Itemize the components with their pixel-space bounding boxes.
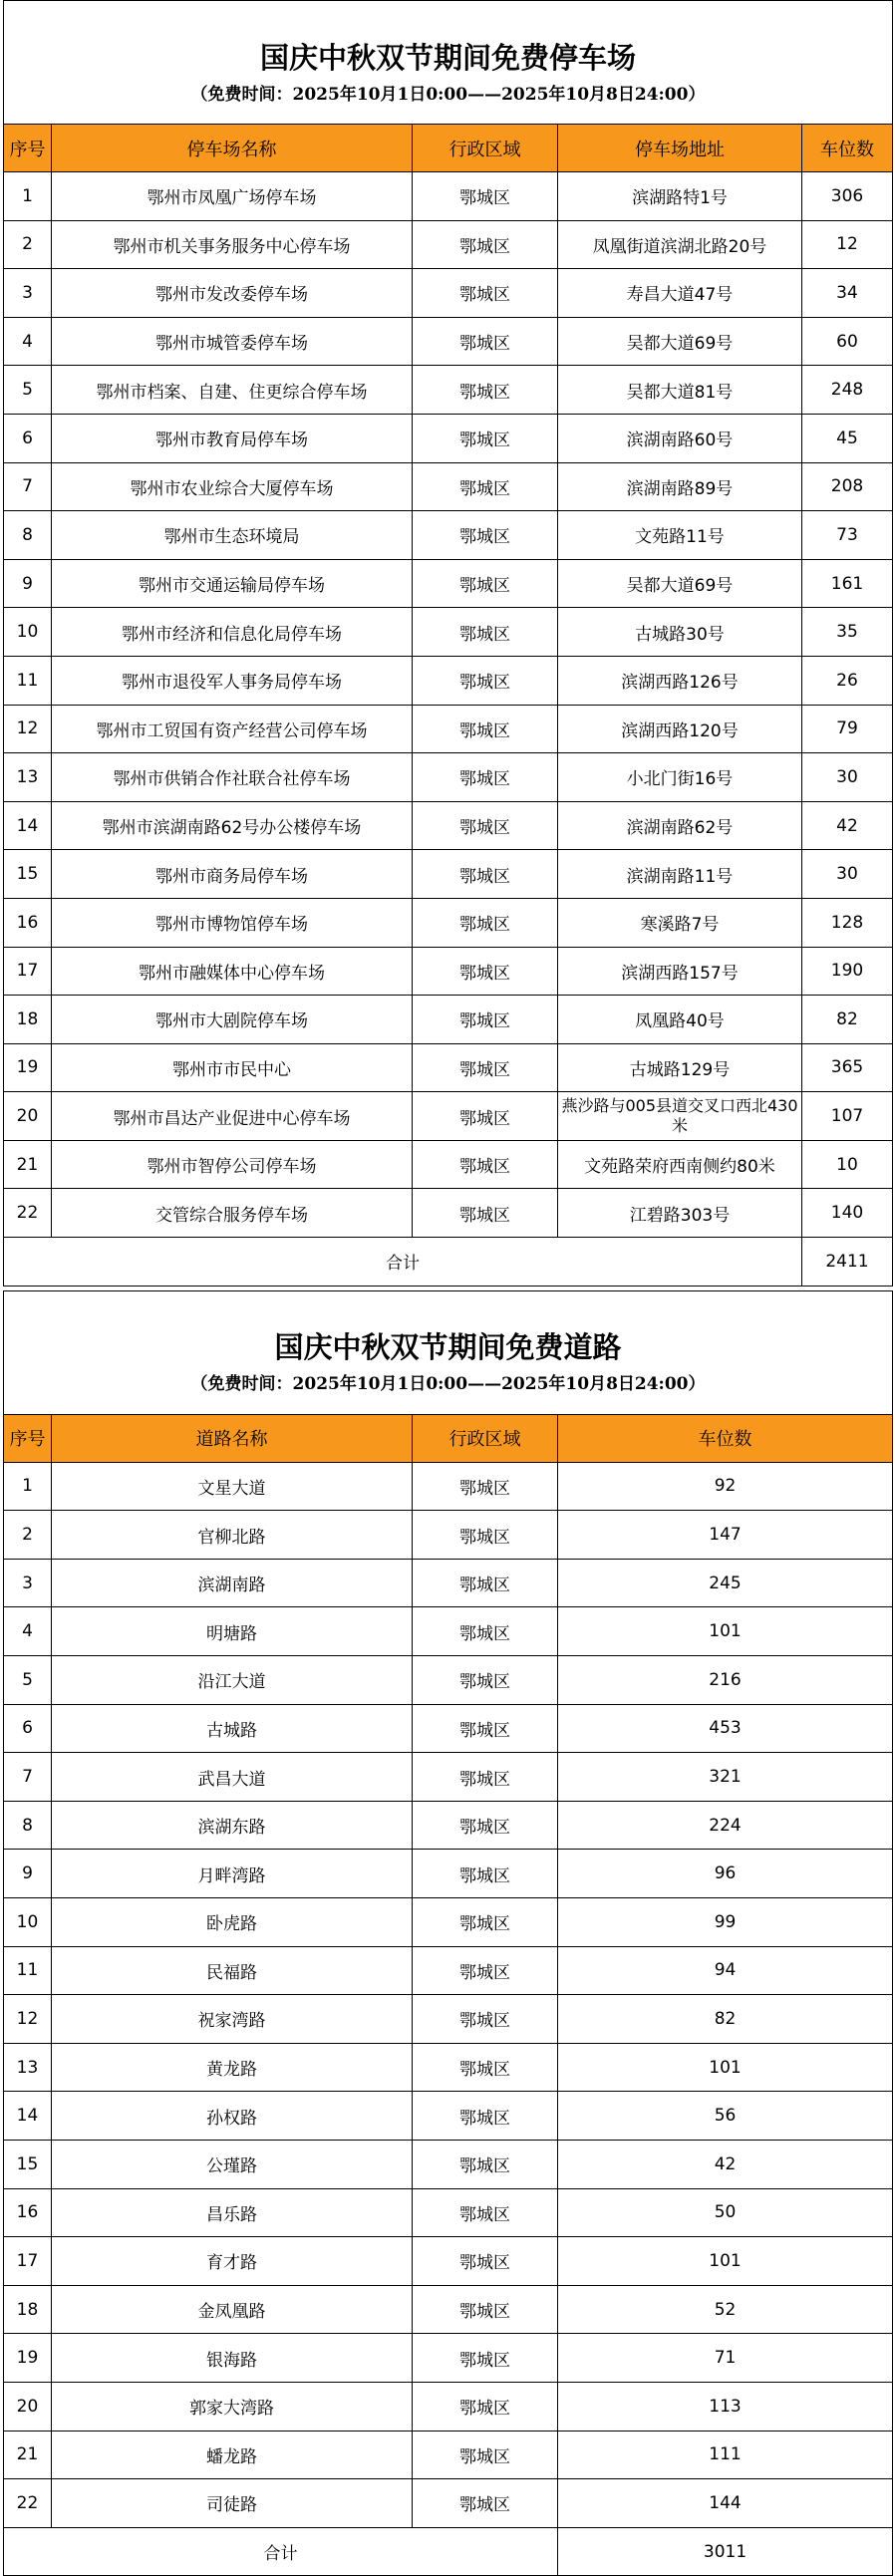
roads-cell-name: 月畔湾路 xyxy=(52,1850,413,1898)
parking-cell-district: 鄂城区 xyxy=(413,366,558,415)
roads-body xyxy=(4,1462,893,2527)
roads-subtitle: （免费时间：2025年10月1日0:00——2025年10月8日24:00） xyxy=(190,1374,706,1395)
parking-row xyxy=(4,1043,893,1092)
parking-cell-no: 12 xyxy=(4,705,52,753)
roads-cell-name: 卧虎路 xyxy=(52,1898,413,1947)
roads-row xyxy=(4,1898,893,1947)
parking-row xyxy=(4,366,893,415)
parking-row xyxy=(4,317,893,366)
roads-cell-spaces: 101 xyxy=(558,1607,893,1656)
roads-row xyxy=(4,2334,893,2383)
roads-cell-no: 15 xyxy=(4,2140,52,2188)
parking-cell-no: 16 xyxy=(4,898,52,947)
roads-cell-district: 鄂城区 xyxy=(413,1462,558,1511)
parking-row xyxy=(4,269,893,318)
roads-cell-district: 鄂城区 xyxy=(413,1511,558,1560)
roads-cell-district: 鄂城区 xyxy=(413,1753,558,1802)
roads-cell-no: 10 xyxy=(4,1898,52,1947)
parking-cell-spaces: 73 xyxy=(802,511,893,560)
parking-cell-district: 鄂城区 xyxy=(413,801,558,850)
roads-table xyxy=(3,1290,893,2576)
roads-cell-spaces: 99 xyxy=(558,1898,893,1947)
roads-cell-no: 19 xyxy=(4,2334,52,2383)
roads-row xyxy=(4,2140,893,2188)
parking-cell-district: 鄂城区 xyxy=(413,898,558,947)
parking-row xyxy=(4,559,893,608)
parking-cell-district: 鄂城区 xyxy=(413,1092,558,1141)
roads-cell-district: 鄂城区 xyxy=(413,1656,558,1705)
roads-cell-name: 祝家湾路 xyxy=(52,1995,413,2044)
roads-cell-spaces: 101 xyxy=(558,2237,893,2286)
parking-row xyxy=(4,947,893,996)
roads-cell-spaces: 71 xyxy=(558,2334,893,2383)
parking-row xyxy=(4,705,893,753)
roads-title-cell xyxy=(4,1290,893,1414)
roads-cell-spaces: 101 xyxy=(558,2043,893,2092)
roads-cell-spaces: 147 xyxy=(558,1511,893,1560)
parking-cell-name: 鄂州市发改委停车场 xyxy=(52,269,413,318)
roads-header-no: 序号 xyxy=(4,1414,52,1462)
parking-cell-address: 滨湖西路126号 xyxy=(558,656,802,705)
roads-cell-spaces: 82 xyxy=(558,1995,893,2044)
parking-cell-district: 鄂城区 xyxy=(413,996,558,1044)
parking-cell-spaces: 60 xyxy=(802,317,893,366)
parking-subtitle: （免费时间：2025年10月1日0:00——2025年10月8日24:00） xyxy=(190,84,706,105)
roads-row xyxy=(4,2479,893,2528)
parking-cell-address: 滨湖南路62号 xyxy=(558,801,802,850)
roads-cell-no: 1 xyxy=(4,1462,52,1511)
roads-total-value: 3011 xyxy=(558,2527,893,2576)
roads-cell-district: 鄂城区 xyxy=(413,2092,558,2141)
roads-cell-name: 滨湖东路 xyxy=(52,1801,413,1850)
roads-cell-district: 鄂城区 xyxy=(413,2431,558,2479)
parking-cell-address: 滨湖西路157号 xyxy=(558,947,802,996)
roads-cell-name: 公瑾路 xyxy=(52,2140,413,2188)
parking-cell-district: 鄂城区 xyxy=(413,608,558,657)
parking-cell-name: 鄂州市教育局停车场 xyxy=(52,414,413,462)
roads-row xyxy=(4,1995,893,2044)
roads-header-row xyxy=(4,1414,893,1462)
roads-cell-no: 7 xyxy=(4,1753,52,1802)
parking-row xyxy=(4,996,893,1044)
roads-row xyxy=(4,1704,893,1753)
parking-cell-spaces: 82 xyxy=(802,996,893,1044)
parking-header-row xyxy=(4,125,893,172)
roads-cell-district: 鄂城区 xyxy=(413,2382,558,2431)
parking-cell-address: 凤凰街道滨湖北路20号 xyxy=(558,220,802,269)
parking-row xyxy=(4,1189,893,1238)
parking-cell-district: 鄂城区 xyxy=(413,850,558,899)
roads-cell-name: 官柳北路 xyxy=(52,1511,413,1560)
roads-row xyxy=(4,2382,893,2431)
roads-row xyxy=(4,1656,893,1705)
parking-header-address: 停车场地址 xyxy=(558,125,802,172)
parking-cell-spaces: 79 xyxy=(802,705,893,753)
roads-cell-name: 蟠龙路 xyxy=(52,2431,413,2479)
roads-cell-no: 20 xyxy=(4,2382,52,2431)
parking-cell-spaces: 30 xyxy=(802,850,893,899)
parking-cell-address: 寒溪路7号 xyxy=(558,898,802,947)
roads-row xyxy=(4,1607,893,1656)
roads-cell-no: 3 xyxy=(4,1559,52,1607)
roads-cell-no: 12 xyxy=(4,1995,52,2044)
parking-cell-district: 鄂城区 xyxy=(413,705,558,753)
parking-cell-spaces: 208 xyxy=(802,462,893,511)
roads-cell-no: 8 xyxy=(4,1801,52,1850)
parking-cell-address: 古城路30号 xyxy=(558,608,802,657)
parking-cell-no: 22 xyxy=(4,1189,52,1238)
parking-cell-district: 鄂城区 xyxy=(413,656,558,705)
parking-cell-address: 滨湖南路11号 xyxy=(558,850,802,899)
roads-cell-spaces: 50 xyxy=(558,2188,893,2237)
roads-cell-no: 4 xyxy=(4,1607,52,1656)
roads-cell-no: 21 xyxy=(4,2431,52,2479)
parking-cell-spaces: 10 xyxy=(802,1140,893,1189)
parking-cell-name: 鄂州市经济和信息化局停车场 xyxy=(52,608,413,657)
roads-header-district: 行政区域 xyxy=(413,1414,558,1462)
parking-cell-address: 滨湖西路120号 xyxy=(558,705,802,753)
parking-total-row xyxy=(4,1238,893,1287)
roads-cell-name: 育才路 xyxy=(52,2237,413,2286)
roads-cell-district: 鄂城区 xyxy=(413,1898,558,1947)
roads-cell-district: 鄂城区 xyxy=(413,2140,558,2188)
parking-title-cell xyxy=(4,1,893,125)
parking-cell-spaces: 107 xyxy=(802,1092,893,1141)
parking-cell-no: 9 xyxy=(4,559,52,608)
parking-cell-no: 10 xyxy=(4,608,52,657)
roads-row xyxy=(4,1801,893,1850)
parking-title: 国庆中秋双节期间免费停车场 xyxy=(259,40,636,75)
roads-cell-spaces: 224 xyxy=(558,1801,893,1850)
roads-cell-no: 6 xyxy=(4,1704,52,1753)
roads-cell-no: 17 xyxy=(4,2237,52,2286)
parking-row xyxy=(4,656,893,705)
parking-header-name: 停车场名称 xyxy=(52,125,413,172)
parking-cell-district: 鄂城区 xyxy=(413,1189,558,1238)
parking-cell-district: 鄂城区 xyxy=(413,511,558,560)
parking-cell-name: 鄂州市博物馆停车场 xyxy=(52,898,413,947)
roads-cell-name: 滨湖南路 xyxy=(52,1559,413,1607)
roads-total-row xyxy=(4,2527,893,2576)
parking-row xyxy=(4,753,893,802)
parking-cell-spaces: 190 xyxy=(802,947,893,996)
parking-cell-spaces: 34 xyxy=(802,269,893,318)
parking-row xyxy=(4,1140,893,1189)
parking-cell-no: 7 xyxy=(4,462,52,511)
parking-row xyxy=(4,850,893,899)
roads-cell-spaces: 52 xyxy=(558,2285,893,2334)
roads-title-row xyxy=(4,1290,893,1414)
parking-cell-address: 滨湖南路60号 xyxy=(558,414,802,462)
parking-cell-address: 燕沙路与005县道交叉口西北430米 xyxy=(558,1092,802,1141)
parking-cell-name: 鄂州市工贸国有资产经营公司停车场 xyxy=(52,705,413,753)
parking-cell-name: 交管综合服务停车场 xyxy=(52,1189,413,1238)
roads-cell-spaces: 321 xyxy=(558,1753,893,1802)
parking-total-value: 2411 xyxy=(802,1238,893,1287)
parking-cell-district: 鄂城区 xyxy=(413,269,558,318)
parking-cell-no: 19 xyxy=(4,1043,52,1092)
parking-cell-no: 1 xyxy=(4,172,52,221)
parking-body xyxy=(4,172,893,1238)
parking-cell-no: 8 xyxy=(4,511,52,560)
roads-cell-no: 18 xyxy=(4,2285,52,2334)
parking-cell-no: 3 xyxy=(4,269,52,318)
parking-cell-address: 文苑路11号 xyxy=(558,511,802,560)
roads-cell-name: 银海路 xyxy=(52,2334,413,2383)
roads-cell-district: 鄂城区 xyxy=(413,1559,558,1607)
parking-cell-no: 17 xyxy=(4,947,52,996)
parking-cell-district: 鄂城区 xyxy=(413,462,558,511)
roads-cell-name: 郭家大湾路 xyxy=(52,2382,413,2431)
parking-cell-address: 江碧路303号 xyxy=(558,1189,802,1238)
parking-cell-name: 鄂州市农业综合大厦停车场 xyxy=(52,462,413,511)
roads-cell-name: 金凤凰路 xyxy=(52,2285,413,2334)
roads-cell-name: 昌乐路 xyxy=(52,2188,413,2237)
roads-cell-spaces: 245 xyxy=(558,1559,893,1607)
roads-cell-district: 鄂城区 xyxy=(413,1995,558,2044)
parking-row xyxy=(4,511,893,560)
parking-cell-no: 6 xyxy=(4,414,52,462)
parking-cell-name: 鄂州市融媒体中心停车场 xyxy=(52,947,413,996)
roads-cell-no: 14 xyxy=(4,2092,52,2141)
parking-header-no: 序号 xyxy=(4,125,52,172)
parking-cell-name: 鄂州市智停公司停车场 xyxy=(52,1140,413,1189)
parking-cell-district: 鄂城区 xyxy=(413,1140,558,1189)
parking-header-district: 行政区域 xyxy=(413,125,558,172)
parking-cell-district: 鄂城区 xyxy=(413,220,558,269)
parking-cell-address: 小北门街16号 xyxy=(558,753,802,802)
roads-cell-spaces: 113 xyxy=(558,2382,893,2431)
parking-cell-name: 鄂州市供销合作社联合社停车场 xyxy=(52,753,413,802)
roads-cell-district: 鄂城区 xyxy=(413,2479,558,2528)
roads-row xyxy=(4,2043,893,2092)
parking-cell-no: 4 xyxy=(4,317,52,366)
parking-cell-no: 21 xyxy=(4,1140,52,1189)
parking-cell-no: 18 xyxy=(4,996,52,1044)
parking-cell-name: 鄂州市商务局停车场 xyxy=(52,850,413,899)
parking-cell-no: 11 xyxy=(4,656,52,705)
roads-row xyxy=(4,2285,893,2334)
parking-cell-spaces: 365 xyxy=(802,1043,893,1092)
parking-cell-name: 鄂州市机关事务服务中心停车场 xyxy=(52,220,413,269)
roads-cell-name: 沿江大道 xyxy=(52,1656,413,1705)
parking-cell-address: 古城路129号 xyxy=(558,1043,802,1092)
roads-cell-name: 古城路 xyxy=(52,1704,413,1753)
parking-cell-spaces: 248 xyxy=(802,366,893,415)
roads-total-label: 合计 xyxy=(4,2527,558,2576)
parking-cell-district: 鄂城区 xyxy=(413,753,558,802)
parking-row xyxy=(4,1092,893,1141)
roads-cell-no: 9 xyxy=(4,1850,52,1898)
parking-cell-name: 鄂州市昌达产业促进中心停车场 xyxy=(52,1092,413,1141)
roads-cell-no: 22 xyxy=(4,2479,52,2528)
parking-cell-district: 鄂城区 xyxy=(413,172,558,221)
parking-cell-name: 鄂州市退役军人事务局停车场 xyxy=(52,656,413,705)
parking-header-spaces: 车位数 xyxy=(802,125,893,172)
parking-cell-no: 20 xyxy=(4,1092,52,1141)
parking-cell-address: 滨湖南路89号 xyxy=(558,462,802,511)
roads-cell-no: 13 xyxy=(4,2043,52,2092)
roads-cell-name: 明塘路 xyxy=(52,1607,413,1656)
roads-cell-district: 鄂城区 xyxy=(413,2285,558,2334)
roads-cell-district: 鄂城区 xyxy=(413,2334,558,2383)
roads-cell-name: 黄龙路 xyxy=(52,2043,413,2092)
parking-cell-address: 吴都大道81号 xyxy=(558,366,802,415)
roads-cell-no: 16 xyxy=(4,2188,52,2237)
roads-cell-district: 鄂城区 xyxy=(413,2237,558,2286)
parking-row xyxy=(4,462,893,511)
roads-cell-spaces: 94 xyxy=(558,1946,893,1995)
parking-cell-spaces: 30 xyxy=(802,753,893,802)
parking-cell-name: 鄂州市交通运输局停车场 xyxy=(52,559,413,608)
parking-cell-name: 鄂州市凤凰广场停车场 xyxy=(52,172,413,221)
parking-cell-district: 鄂城区 xyxy=(413,947,558,996)
parking-cell-spaces: 26 xyxy=(802,656,893,705)
roads-row xyxy=(4,1511,893,1560)
parking-cell-no: 13 xyxy=(4,753,52,802)
parking-cell-name: 鄂州市市民中心 xyxy=(52,1043,413,1092)
roads-cell-district: 鄂城区 xyxy=(413,2043,558,2092)
parking-cell-address: 吴都大道69号 xyxy=(558,317,802,366)
roads-row xyxy=(4,1946,893,1995)
roads-row xyxy=(4,1850,893,1898)
parking-row xyxy=(4,801,893,850)
parking-cell-spaces: 42 xyxy=(802,801,893,850)
parking-row xyxy=(4,898,893,947)
roads-cell-spaces: 92 xyxy=(558,1462,893,1511)
parking-cell-address: 文苑路荣府西南侧约80米 xyxy=(558,1140,802,1189)
parking-cell-address: 滨湖路特1号 xyxy=(558,172,802,221)
roads-cell-district: 鄂城区 xyxy=(413,1607,558,1656)
parking-row xyxy=(4,172,893,221)
parking-cell-spaces: 35 xyxy=(802,608,893,657)
roads-cell-district: 鄂城区 xyxy=(413,1850,558,1898)
roads-cell-no: 2 xyxy=(4,1511,52,1560)
parking-cell-spaces: 140 xyxy=(802,1189,893,1238)
roads-cell-spaces: 144 xyxy=(558,2479,893,2528)
roads-cell-spaces: 96 xyxy=(558,1850,893,1898)
parking-cell-no: 5 xyxy=(4,366,52,415)
parking-row xyxy=(4,220,893,269)
roads-cell-spaces: 453 xyxy=(558,1704,893,1753)
parking-total-label: 合计 xyxy=(4,1238,802,1287)
parking-table xyxy=(3,0,893,1287)
roads-cell-spaces: 111 xyxy=(558,2431,893,2479)
roads-header-spaces: 车位数 xyxy=(558,1414,893,1462)
parking-cell-no: 15 xyxy=(4,850,52,899)
parking-cell-address: 凤凰路40号 xyxy=(558,996,802,1044)
roads-cell-no: 11 xyxy=(4,1946,52,1995)
parking-title-row xyxy=(4,1,893,125)
parking-cell-district: 鄂城区 xyxy=(413,559,558,608)
parking-cell-name: 鄂州市档案、自建、住更综合停车场 xyxy=(52,366,413,415)
roads-cell-spaces: 216 xyxy=(558,1656,893,1705)
roads-row xyxy=(4,2237,893,2286)
parking-cell-spaces: 161 xyxy=(802,559,893,608)
parking-cell-spaces: 45 xyxy=(802,414,893,462)
parking-cell-spaces: 306 xyxy=(802,172,893,221)
parking-cell-no: 14 xyxy=(4,801,52,850)
parking-cell-name: 鄂州市大剧院停车场 xyxy=(52,996,413,1044)
roads-row xyxy=(4,2092,893,2141)
parking-cell-spaces: 128 xyxy=(802,898,893,947)
roads-cell-district: 鄂城区 xyxy=(413,1946,558,1995)
parking-cell-name: 鄂州市城管委停车场 xyxy=(52,317,413,366)
parking-cell-spaces: 12 xyxy=(802,220,893,269)
roads-cell-name: 武昌大道 xyxy=(52,1753,413,1802)
roads-cell-no: 5 xyxy=(4,1656,52,1705)
roads-row xyxy=(4,1753,893,1802)
roads-row xyxy=(4,2188,893,2237)
roads-cell-name: 孙权路 xyxy=(52,2092,413,2141)
parking-cell-address: 吴都大道69号 xyxy=(558,559,802,608)
parking-row xyxy=(4,414,893,462)
roads-row xyxy=(4,1462,893,1511)
roads-header-name: 道路名称 xyxy=(52,1414,413,1462)
parking-cell-no: 2 xyxy=(4,220,52,269)
roads-cell-spaces: 56 xyxy=(558,2092,893,2141)
parking-cell-name: 鄂州市滨湖南路62号办公楼停车场 xyxy=(52,801,413,850)
roads-cell-district: 鄂城区 xyxy=(413,2188,558,2237)
parking-cell-district: 鄂城区 xyxy=(413,317,558,366)
parking-cell-district: 鄂城区 xyxy=(413,414,558,462)
roads-cell-district: 鄂城区 xyxy=(413,1704,558,1753)
roads-row xyxy=(4,2431,893,2479)
parking-cell-address: 寿昌大道47号 xyxy=(558,269,802,318)
roads-cell-spaces: 42 xyxy=(558,2140,893,2188)
roads-title: 国庆中秋双节期间免费道路 xyxy=(274,1330,622,1365)
roads-cell-name: 民福路 xyxy=(52,1946,413,1995)
parking-cell-district: 鄂城区 xyxy=(413,1043,558,1092)
roads-row xyxy=(4,1559,893,1607)
roads-cell-name: 司徒路 xyxy=(52,2479,413,2528)
roads-cell-district: 鄂城区 xyxy=(413,1801,558,1850)
roads-cell-name: 文星大道 xyxy=(52,1462,413,1511)
parking-cell-name: 鄂州市生态环境局 xyxy=(52,511,413,560)
parking-row xyxy=(4,608,893,657)
